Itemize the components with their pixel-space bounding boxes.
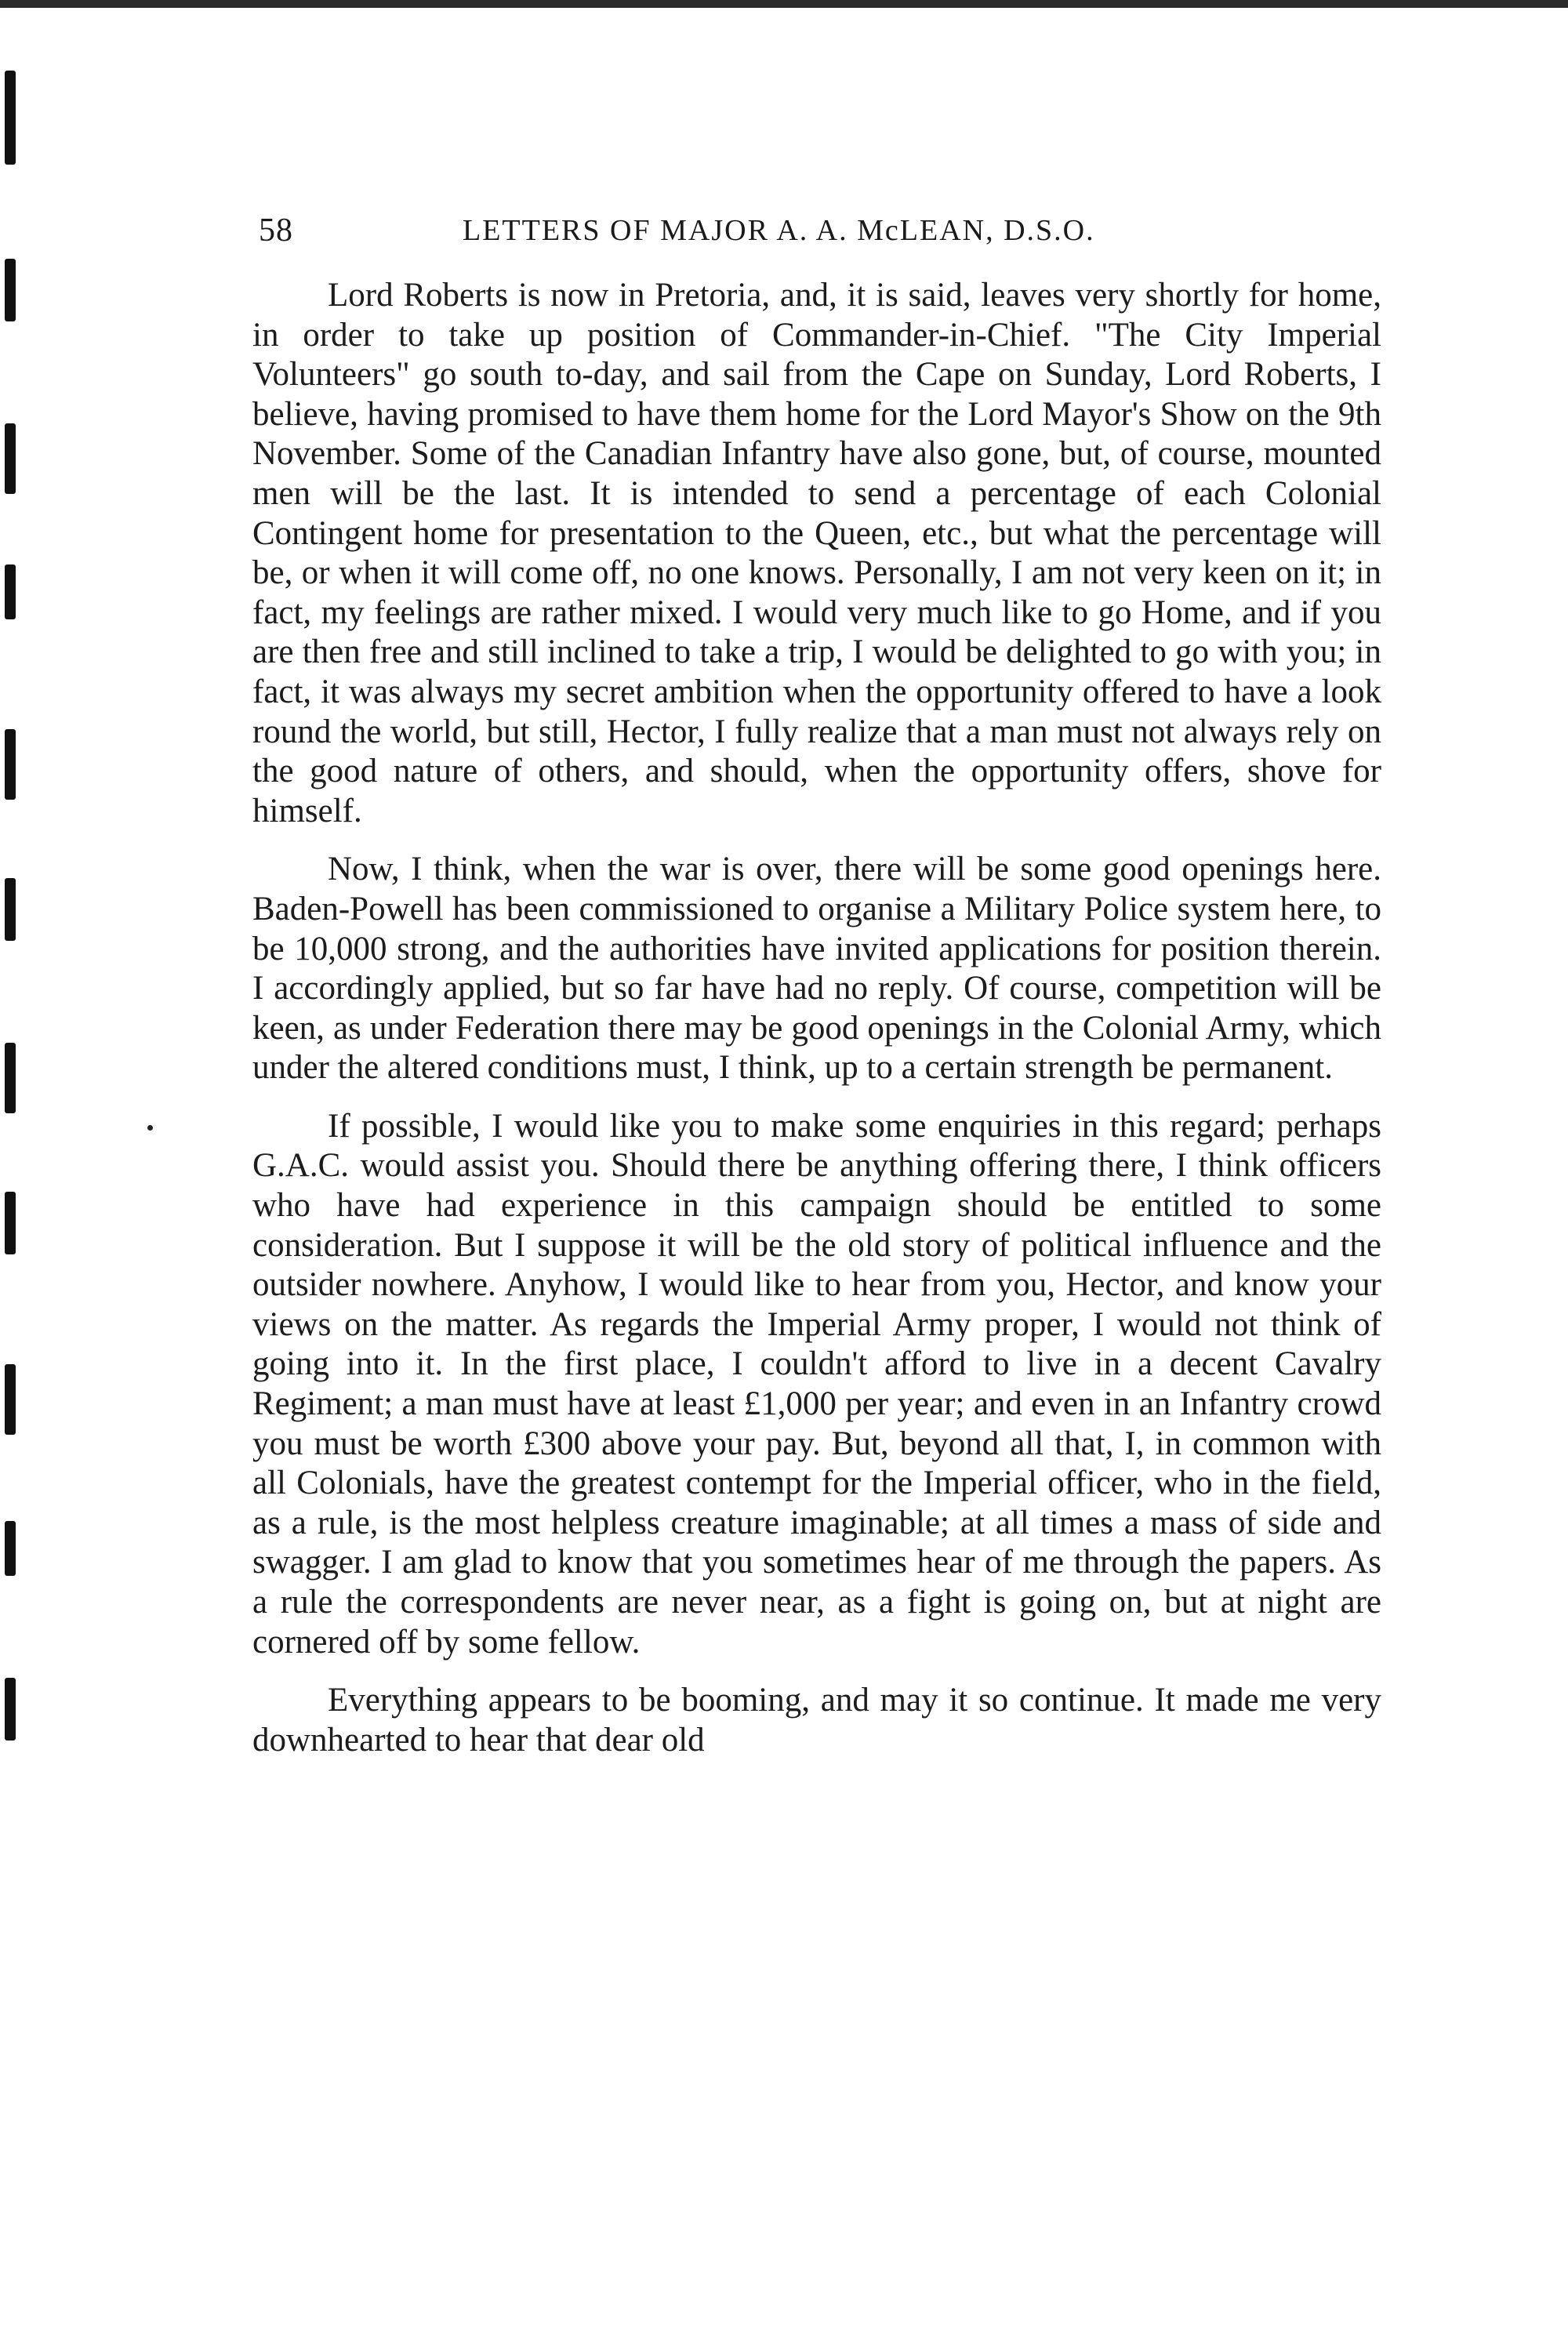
binding-mark bbox=[5, 878, 16, 941]
paragraph: Everything appears to be booming, and may it so continue. It made me very downhearted to hear that dear old bbox=[252, 1682, 1381, 1759]
binding-mark bbox=[5, 1043, 16, 1113]
paragraph: If possible, I would like you to make some enquiries in this regard; perhaps G.A.C. would assist you. Should there be anything offering there, I think officers who have had experience in this campaign should be entitled to some consideration. But I suppose it will be the old story of political influence and the outsider nowhere. Anyhow, I would like to hear from you, Hector, and know your views on the matter. As regards the Imperial Army proper, I would not think of going into it. In the first place, I couldn't afford to live in a decent Cavalry Regiment; a man must have at least £1,000 per year; and even in an Infantry crowd you must be worth £300 above your pay. But, beyond all that, I, in common with all Colonials, have the greatest contempt for the Imperial officer, who in the field, as a rule, is the most helpless creature imaginable; at all times a mass of side and swagger. I am glad to know that you sometimes hear of me through the papers. As a rule the correspondents are never near, as a fight is going on, but at night are cornered off by some fellow. bbox=[252, 1107, 1381, 1661]
binding-mark bbox=[5, 1364, 16, 1435]
binding-mark bbox=[5, 259, 16, 321]
scan-top-edge bbox=[0, 0, 1568, 8]
binding-mark bbox=[5, 1678, 16, 1741]
binding-mark bbox=[5, 71, 16, 165]
binding-mark bbox=[5, 729, 16, 800]
page-header bbox=[259, 212, 1380, 251]
binding-mark bbox=[5, 564, 16, 619]
running-head: LETTERS OF MAJOR A. A. McLEAN, D.S.O. bbox=[463, 214, 1095, 247]
binding-mark bbox=[5, 423, 16, 494]
paragraph: Lord Roberts is now in Pretoria, and, it is said, leaves very shortly for home, in order to take up position of Commander-in-Chief. "The City Imperial Volunteers" go south to-day, and sail from the Cape on Sunday, Lord Roberts, I believe, having promised to have them home for the Lord Mayor's Show on the 9th November. Some of the Canadian Infantry have also gone, but, of course, mounted men will be the last. It is intended to send a percentage of each Colonial Contingent home for presentation to the Queen, etc., but what the percentage will be, or when it will come off, no one knows. Personally, I am not very keen on it; in fact, my feelings are rather mixed. I would very much like to go Home, and if you are then free and still inclined to take a trip, I would be delighted to go with you; in fact, it was always my secret ambition when the opportunity offered to have a look round the world, but still, Hector, I fully realize that a man must not always rely on the good nature of others, and should, when the opportunity offers, shove for himself. bbox=[252, 277, 1381, 829]
page-number: 58 bbox=[259, 212, 293, 249]
binding-mark bbox=[5, 1192, 16, 1254]
letter-body bbox=[252, 276, 1381, 1760]
ink-speck bbox=[147, 1125, 153, 1131]
binding-mark bbox=[5, 1521, 16, 1576]
paragraph: Now, I think, when the war is over, there will be some good openings here. Baden-Powell has been commissioned to organise a Military Police system here, to be 10,000 strong, and the authorities have invited applications for position therein. I accordingly applied, but so far have had no reply. Of course, competition will be keen, as under Federation there may be good openings in the Colonial Army, which under the altered conditions must, I think, up to a certain strength be permanent. bbox=[252, 851, 1381, 1087]
